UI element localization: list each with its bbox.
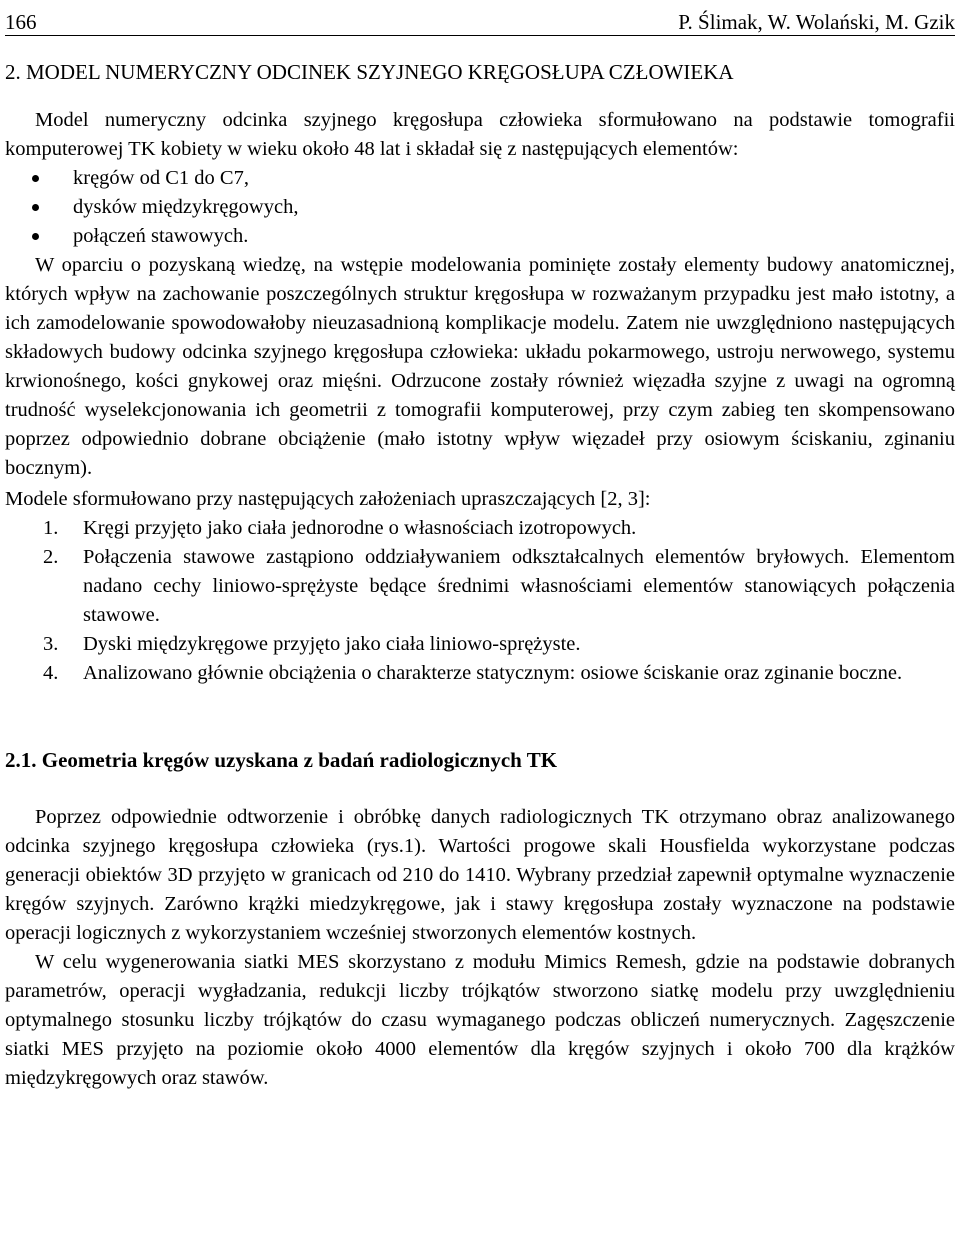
elements-list [5, 164, 955, 251]
list-item [5, 630, 955, 659]
list-item [5, 543, 955, 630]
list-number: 3. [43, 633, 59, 655]
list-text: Połączenia stawowe zastąpiono oddziaływaniem odkształcalnych elementów bryłowych. Elementom nadano cechy liniowo-sprężyste będące średnimi własnościami elementów stanowiących połączenia stawowe. [83, 546, 955, 626]
list-item: kręgów od C1 do C7, [5, 164, 955, 193]
list-number: 1. [43, 517, 59, 539]
paragraph-simplifications: W oparciu o pozyskaną wiedzę, na wstępie modelowania pominięte zostały elementy budowy anatomicznej, których wpływ na zachowanie poszczególnych struktur kręgosłupa w rozważanym przypadku jest mało istotny, a ich zamodelowanie spowodowałoby nieuzasadnioną komplikacje modelu. Zatem nie uwzględniono następujących składowych budowy odcinka szyjnego kręgosłupa człowieka: układu pokarmowego, ustroju nerwowego, systemu krwionośnego, kości gnykowej oraz mięśni. Odrzucone zostały również więzadła szyjne z uwagi na ogromną trudność wyselekcjonowania ich geometrii z tomografii komputerowej, przy czym zabieg ten skompensowano poprzez odpowiednio dobrane obciążenie (mało istotny wpływ więzadeł przy osiowym ściskaniu, zginaniu bocznym). [5, 254, 955, 479]
list-item: dysków międzykręgowych, [5, 193, 955, 222]
assumptions-list [5, 514, 955, 688]
list-item: połączeń stawowych. [5, 222, 955, 251]
header-authors: P. Ślimak, W. Wolański, M. Gzik [678, 10, 955, 34]
list-number: 2. [43, 546, 59, 568]
list-text: Analizowano głównie obciążenia o charakterze statycznym: osiowe ściskanie oraz zginanie boczne. [83, 662, 903, 684]
page-number: 166 [5, 10, 37, 34]
list-item [5, 514, 955, 543]
subsection-paragraph: W celu wygenerowania siatki MES skorzystano z modułu Mimics Remesh, gdzie na podstawie dobranych parametrów, operacji wygładzania, redukcji liczby trójkątów stworzono siatkę modelu przy uwzględnieniu optymalnego stosunku liczby trójkątów do czasu wymaganego podczas obliczeń numerycznych. Zagęszczenie siatki MES przyjęto na poziomie około 4000 elementów dla kręgów szyjnych i około 700 dla krążków międzykręgowych oraz stawów. [5, 951, 955, 1089]
list-item [5, 659, 955, 688]
list-text: Kręgi przyjęto jako ciała jednorodne o własnościach izotropowych. [83, 517, 637, 539]
subsection-paragraph: Poprzez odpowiednie odtworzenie i obróbkę danych radiologicznych TK otrzymano obraz analizowanego odcinka szyjnego kręgosłupa człowieka (rys.1). Wartości progowe skali Housfielda wykorzystane podczas generacji obiektów 3D przyjęto w granicach od 210 do 1410. Wybrany przedział zapewnił optymalne wyznaczenie kręgów szyjnych. Zarówno krążki miedzykręgowe, jak i stawy kręgosłupa zostały wyznaczone na podstawie operacji logicznych z wykorzystaniem wcześniej stworzonych elementów kostnych. [5, 806, 955, 944]
intro-paragraph: Model numeryczny odcinka szyjnego kręgosłupa człowieka sformułowano na podstawie tomografii komputerowej TK kobiety w wieku około 48 lat i składał się z następujących elementów: [5, 109, 955, 160]
document-page [5, 0, 955, 1093]
page-header [5, 4, 955, 36]
subsection-title: 2.1. Geometria kręgów uzyskana z badań radiologicznych TK [5, 748, 558, 772]
assumptions-intro: Modele sformułowano przy następujących założeniach upraszczających [2, 3]: [5, 488, 651, 510]
list-number: 4. [43, 662, 59, 684]
section-title: 2. MODEL NUMERYCZNY ODCINEK SZYJNEGO KRĘGOSŁUPA CZŁOWIEKA [5, 60, 734, 84]
list-text: Dyski międzykręgowe przyjęto jako ciała liniowo-sprężyste. [83, 633, 581, 655]
